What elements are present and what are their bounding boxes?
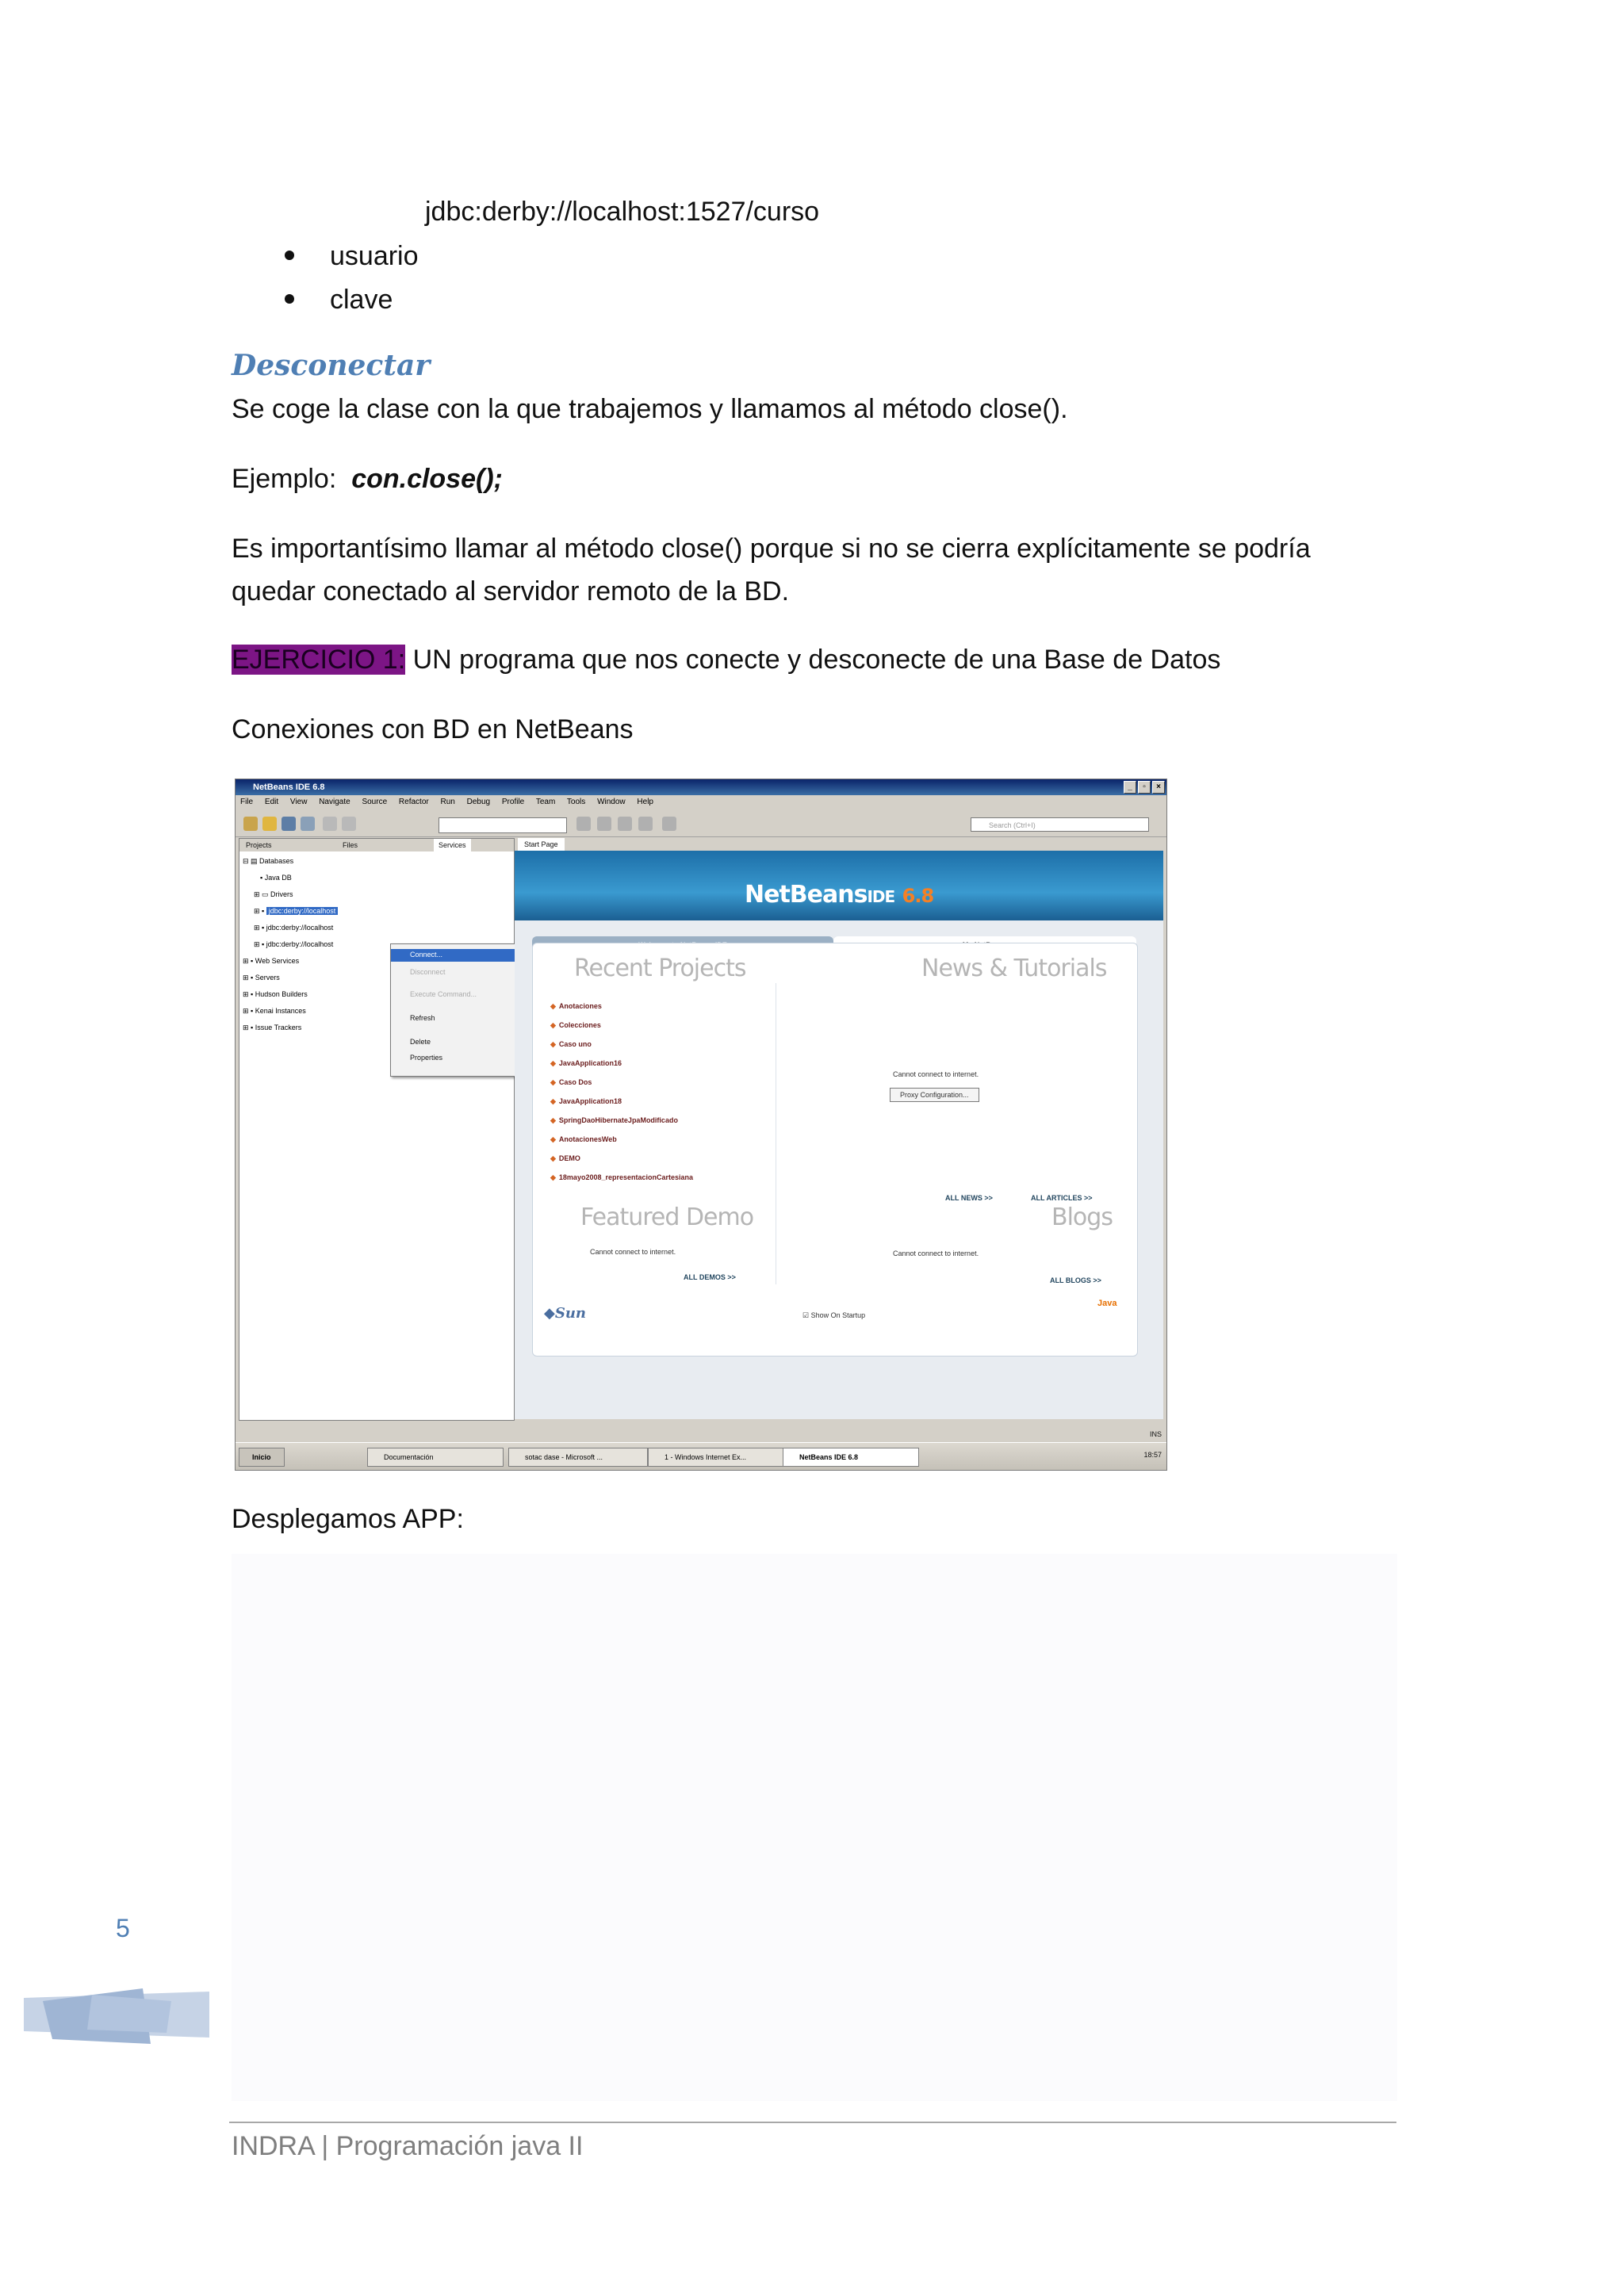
- tree-item-web-services[interactable]: ⊞ ▪ Web Services: [243, 957, 300, 965]
- redo-icon[interactable]: [342, 817, 356, 831]
- menu-help[interactable]: Help: [637, 798, 653, 806]
- taskbar-documentacion[interactable]: Documentación: [367, 1448, 504, 1467]
- menu-view[interactable]: View: [289, 798, 308, 806]
- services-panel: [239, 838, 515, 1421]
- tree-item-hudson[interactable]: ⊞ ▪ Hudson Builders: [243, 990, 308, 998]
- context-delete[interactable]: Delete: [410, 1038, 431, 1046]
- desplegamos-caption: Desplegamos APP:: [232, 1504, 464, 1534]
- all-demos-link[interactable]: ALL DEMOS >>: [684, 1273, 736, 1281]
- bullet-dot: [285, 294, 294, 304]
- example-code: con.close();: [351, 464, 503, 494]
- minimize-button[interactable]: _: [1124, 781, 1136, 794]
- undo-icon[interactable]: [323, 817, 337, 831]
- tab-files[interactable]: Files: [343, 841, 358, 849]
- proxy-configuration-button[interactable]: Proxy Configuration...: [890, 1088, 979, 1102]
- conexiones-caption: Conexiones con BD en NetBeans: [232, 714, 634, 744]
- build-icon[interactable]: [576, 817, 591, 831]
- all-articles-link[interactable]: ALL ARTICLES >>: [1031, 1194, 1093, 1202]
- tree-item-databases[interactable]: ⊟ ▤ Databases: [243, 857, 294, 865]
- recent-project-item[interactable]: ◆ Caso Dos: [550, 1078, 592, 1087]
- tab-start-page[interactable]: Start Page: [518, 838, 565, 851]
- start-content: [532, 943, 1138, 1357]
- tree-item-javadb[interactable]: ▪ Java DB: [260, 874, 292, 882]
- menu-debug[interactable]: Debug: [466, 798, 491, 806]
- profile-icon[interactable]: [662, 817, 676, 831]
- tab-services[interactable]: Services: [434, 839, 471, 851]
- jdbc-url-line: jdbc:derby://localhost:1527/curso: [425, 197, 820, 227]
- exercise-tag: EJERCICIO 1:: [232, 645, 406, 675]
- taskbar-clock: 18:57: [1143, 1451, 1162, 1459]
- configuration-combo[interactable]: [439, 817, 567, 833]
- bullet-dot: [285, 251, 294, 260]
- status-bar: [236, 1429, 1166, 1441]
- windows-taskbar: [236, 1442, 1166, 1470]
- paragraph-close: Se coge la clase con la que trabajemos y llamamos al método close().: [232, 394, 1068, 424]
- start-page: [515, 838, 1163, 1419]
- blank-image-area: [232, 1554, 1397, 2101]
- section-heading-desconectar: Desconectar: [232, 349, 431, 382]
- exercise-text: UN programa que nos conecte y desconecte de una Base de Datos: [412, 645, 1221, 675]
- menu-team[interactable]: Team: [535, 798, 556, 806]
- tree-item-issue-trackers[interactable]: ⊞ ▪ Issue Trackers: [243, 1024, 302, 1031]
- taskbar-word[interactable]: sotac dase - Microsoft ...: [508, 1448, 648, 1467]
- page-decoration-shape: [24, 1984, 209, 2044]
- toolbar: [236, 809, 1166, 837]
- exercise-line: [232, 638, 1220, 681]
- news-cannot-connect: Cannot connect to internet.: [893, 1070, 979, 1078]
- maximize-button[interactable]: ▫: [1138, 781, 1151, 794]
- tree-item-connection-1[interactable]: ⊞ ▪ jdbc:derby://localhost: [243, 903, 338, 920]
- recent-project-item[interactable]: ◆ JavaApplication18: [550, 1097, 622, 1106]
- blogs-title: Blogs: [1051, 1203, 1113, 1231]
- bullet-usuario: usuario: [330, 241, 419, 271]
- start-button[interactable]: Inicio: [239, 1448, 285, 1467]
- demo-cannot-connect: Cannot connect to internet.: [590, 1248, 676, 1256]
- tree-item-connection-3[interactable]: ⊞ ▪ jdbc:derby://localhost: [254, 940, 334, 948]
- recent-project-item[interactable]: ◆ JavaApplication16: [550, 1059, 622, 1068]
- footer-divider: [229, 2122, 1396, 2123]
- debug-icon[interactable]: [638, 817, 653, 831]
- recent-project-item[interactable]: ◆ Colecciones: [550, 1021, 601, 1030]
- tree-item-servers[interactable]: ⊞ ▪ Servers: [243, 974, 280, 982]
- menu-refactor[interactable]: Refactor: [398, 798, 429, 806]
- window-title: NetBeans IDE 6.8: [253, 783, 325, 792]
- clean-build-icon[interactable]: [597, 817, 611, 831]
- run-icon[interactable]: [618, 817, 632, 831]
- context-disconnect[interactable]: Disconnect: [410, 968, 446, 976]
- example-line: [232, 457, 503, 500]
- recent-projects-title: Recent Projects: [574, 955, 746, 982]
- menu-source[interactable]: Source: [362, 798, 388, 806]
- page-number: 5: [116, 1914, 130, 1942]
- footer-text: INDRA | Programación java II: [232, 2131, 584, 2161]
- new-project-icon[interactable]: [262, 817, 277, 831]
- blogs-cannot-connect: Cannot connect to internet.: [893, 1249, 979, 1257]
- tab-projects[interactable]: Projects: [246, 841, 272, 849]
- window-titlebar: [236, 779, 1166, 795]
- context-refresh[interactable]: Refresh: [410, 1014, 435, 1022]
- tree-item-drivers[interactable]: ⊞ ▭ Drivers: [254, 890, 293, 898]
- taskbar-internet-explorer[interactable]: 1 - Windows Internet Ex...: [648, 1448, 792, 1467]
- context-menu: [390, 943, 519, 1077]
- panel-tabs: [239, 839, 514, 851]
- featured-demo-title: Featured Demo: [580, 1203, 754, 1231]
- paragraph-importance-line2: quedar conectado al servidor remoto de la BD.: [232, 576, 790, 607]
- recent-project-item[interactable]: ◆ SpringDaoHibernateJpaModificado: [550, 1116, 678, 1125]
- example-label: Ejemplo:: [232, 464, 337, 494]
- netbeans-logo: NetBeansIDE 6.8: [745, 881, 934, 909]
- news-tutorials-title: News & Tutorials: [921, 955, 1107, 982]
- menu-edit[interactable]: Edit: [264, 798, 279, 806]
- recent-project-item[interactable]: ◆ Caso uno: [550, 1040, 592, 1049]
- menu-profile[interactable]: Profile: [501, 798, 525, 806]
- search-input[interactable]: Search (Ctrl+I): [971, 817, 1149, 832]
- menu-bar: [236, 795, 1166, 809]
- tree-item-kenai[interactable]: ⊞ ▪ Kenai Instances: [243, 1007, 306, 1015]
- menu-run[interactable]: Run: [440, 798, 455, 806]
- paragraph-importance-line1: Es importantísimo llamar al método close() porque si no se cierra explícitamente se podría: [232, 534, 1311, 564]
- recent-project-item[interactable]: ◆ DEMO: [550, 1154, 580, 1163]
- save-all-icon[interactable]: [301, 817, 315, 831]
- show-on-startup-checkbox[interactable]: ☑ Show On Startup: [802, 1311, 866, 1319]
- netbeans-screenshot: [235, 779, 1167, 1471]
- context-execute-command[interactable]: Execute Command...: [410, 990, 477, 998]
- context-properties[interactable]: Properties: [410, 1054, 443, 1062]
- menu-window[interactable]: Window: [597, 798, 626, 806]
- bullet-clave: clave: [330, 285, 393, 315]
- taskbar-netbeans[interactable]: NetBeans IDE 6.8: [783, 1448, 919, 1467]
- menu-tools[interactable]: Tools: [566, 798, 586, 806]
- context-connect[interactable]: Connect...: [410, 951, 443, 959]
- tree-item-connection-2[interactable]: ⊞ ▪ jdbc:derby://localhost: [254, 924, 334, 932]
- services-tree: [243, 853, 338, 1036]
- new-file-icon[interactable]: [243, 817, 258, 831]
- netbeans-banner: [515, 851, 1163, 920]
- status-ins: INS: [1149, 1430, 1162, 1438]
- open-project-icon[interactable]: [282, 817, 296, 831]
- menu-file[interactable]: File: [240, 798, 254, 806]
- recent-project-item[interactable]: ◆ Anotaciones: [550, 1002, 602, 1011]
- menu-navigate[interactable]: Navigate: [319, 798, 350, 806]
- recent-project-item[interactable]: ◆ AnotacionesWeb: [550, 1135, 617, 1144]
- close-button[interactable]: ×: [1152, 781, 1165, 794]
- sun-logo: ◆Sun: [544, 1305, 587, 1322]
- all-news-link[interactable]: ALL NEWS >>: [945, 1194, 993, 1202]
- all-blogs-link[interactable]: ALL BLOGS >>: [1050, 1276, 1101, 1284]
- recent-project-item[interactable]: ◆ 18mayo2008_representacionCartesiana: [550, 1173, 693, 1182]
- java-logo: Java: [1097, 1299, 1117, 1308]
